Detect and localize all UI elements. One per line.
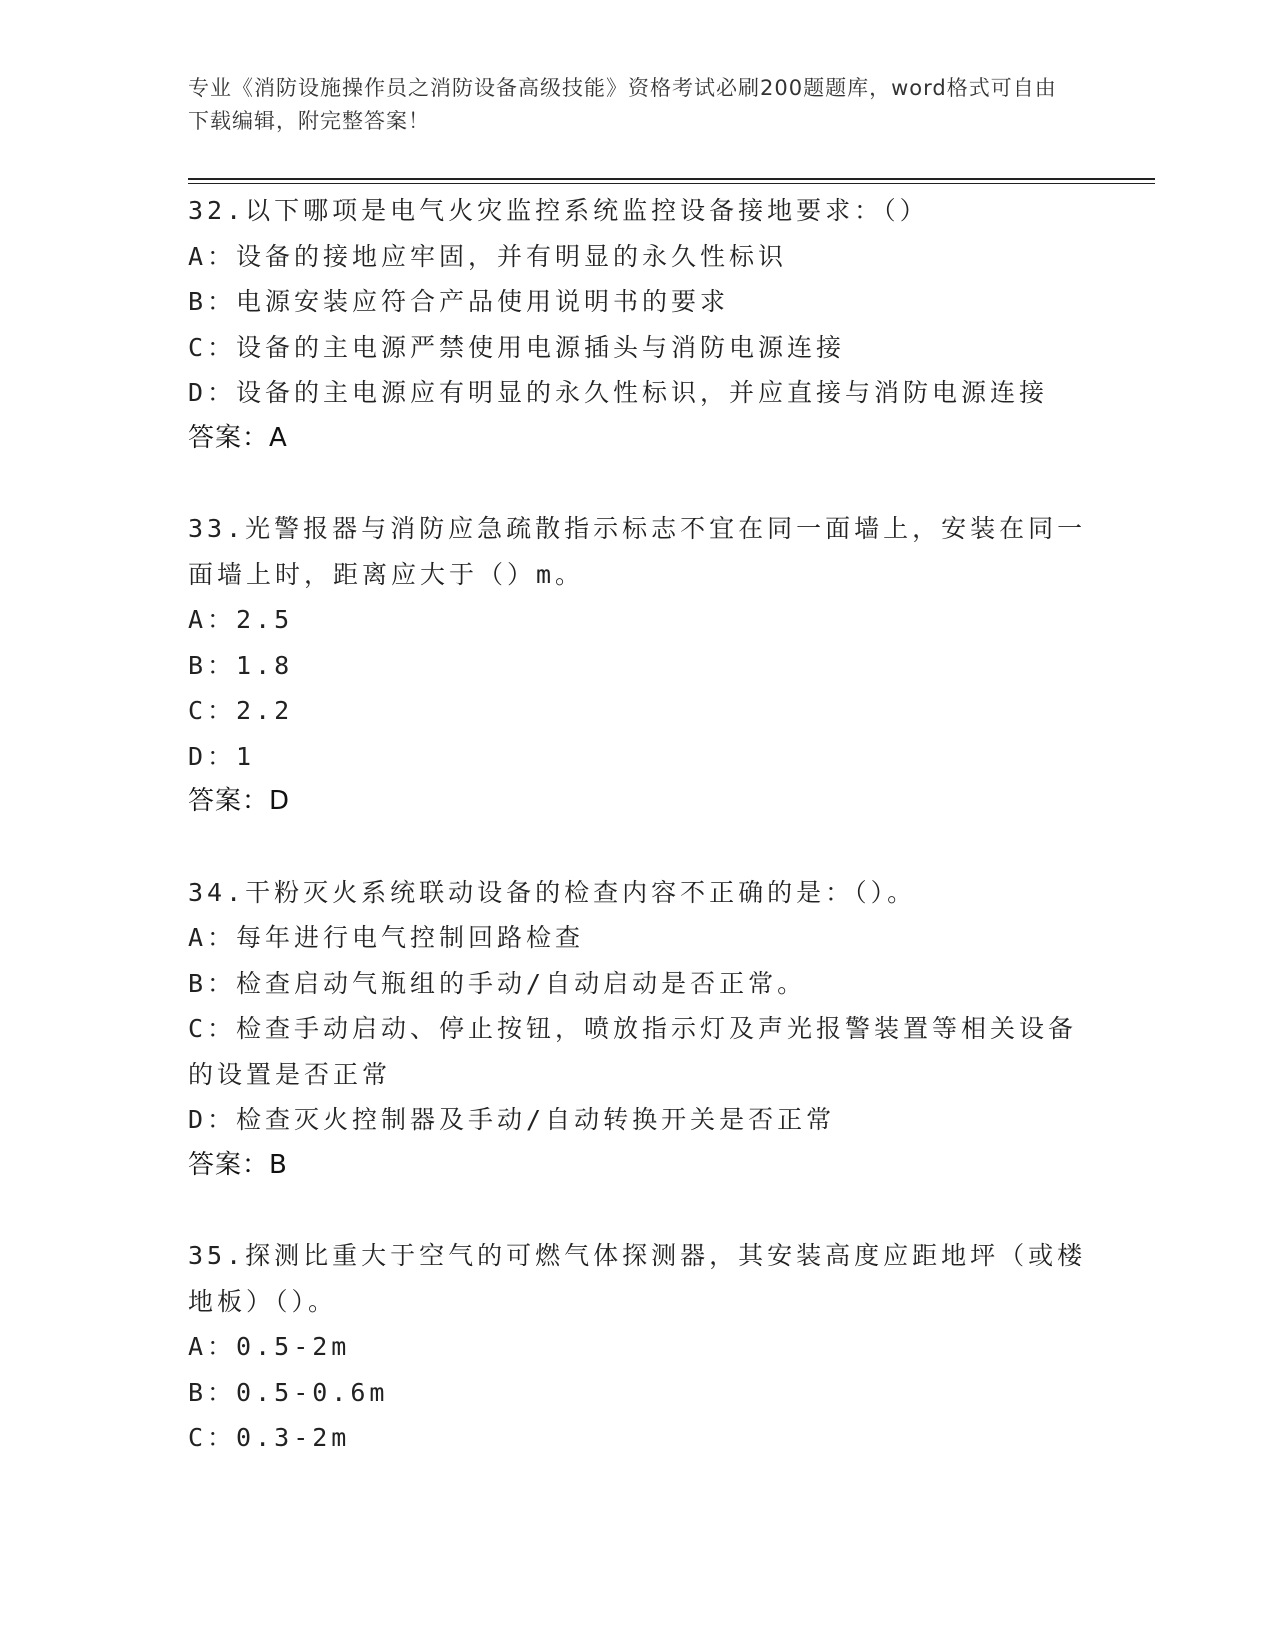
question-32: [188, 188, 1088, 461]
question-stem: 35.探测比重大于空气的可燃气体探测器，其安装高度应距地坪（或楼地板）（）。: [188, 1241, 1087, 1316]
question-stem: 33.光警报器与消防应急疏散指示标志不宜在同一面墙上，安装在同一面墙上时，距离应大于（）m。: [188, 514, 1087, 589]
option-b: B：检查启动气瓶组的手动/自动启动是否正常。: [188, 968, 807, 998]
option-a: A：0.5-2m: [188, 1332, 351, 1361]
answer-label: 答案：B: [188, 1149, 288, 1180]
question-35: [188, 1233, 1088, 1461]
option-c: C：设备的主电源严禁使用电源插头与消防电源连接: [188, 332, 846, 362]
option-b: B：1.8: [188, 650, 294, 680]
option-d: D：设备的主电源应有明显的永久性标识，并应直接与消防电源连接: [188, 378, 1049, 407]
question-34: [188, 870, 1088, 1189]
document-intro: 专业《消防设施操作员之消防设备高级技能》资格考试必刷200题题库，word格式可自由下载编辑，附完整答案！: [188, 76, 1057, 133]
header-divider-thick: [188, 178, 1155, 180]
option-c: C：检查手动启动、停止按钮，喷放指示灯及声光报警装置等相关设备的设置是否正常: [188, 1014, 1078, 1089]
option-a: A：2.5: [188, 605, 294, 634]
option-b: B：0.5-0.6m: [188, 1377, 389, 1407]
question-33: [188, 506, 1088, 825]
header-divider-thin: [188, 183, 1155, 184]
option-a: A：设备的接地应牢固，并有明显的永久性标识: [188, 241, 788, 271]
option-d: D：1: [188, 741, 256, 771]
answer-label: 答案：D: [188, 786, 291, 816]
answer-label: 答案：A: [188, 422, 288, 453]
question-stem: 34.干粉灭火系统联动设备的检查内容不正确的是：（）。: [188, 877, 917, 907]
question-list: [188, 188, 1088, 1506]
option-c: C：0.3-2m: [188, 1423, 351, 1452]
option-a: A：每年进行电气控制回路检查: [188, 923, 585, 952]
question-stem: 32.以下哪项是电气火灾监控系统监控设备接地要求：（）: [188, 196, 929, 225]
option-d: D：检查灭火控制器及手动/自动转换开关是否正常: [188, 1105, 836, 1134]
option-b: B：电源安装应符合产品使用说明书的要求: [188, 287, 730, 316]
option-c: C：2.2: [188, 696, 294, 725]
